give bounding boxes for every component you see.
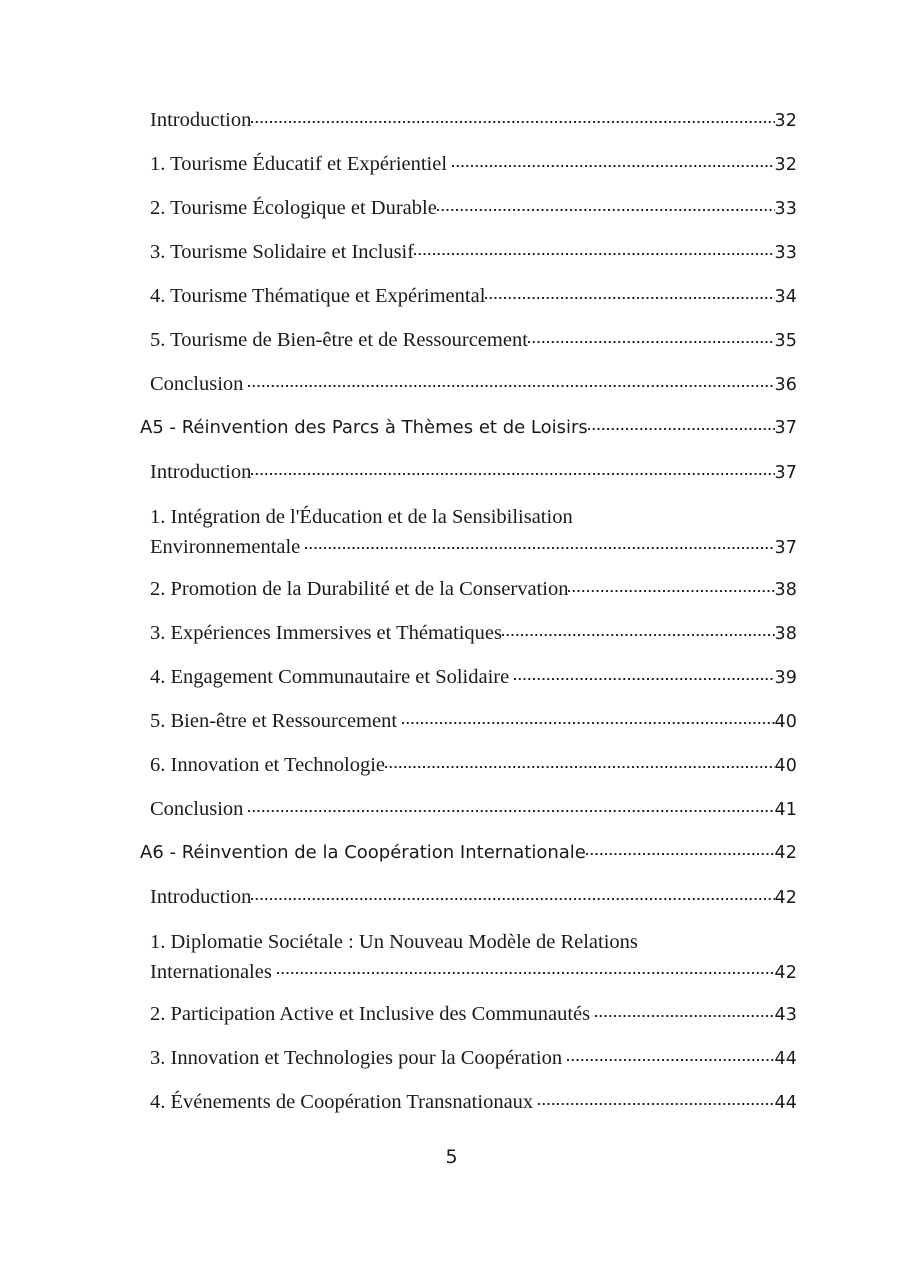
toc-page-number: 35: [774, 331, 797, 351]
dot-leader: [251, 106, 774, 127]
toc-entry[interactable]: [140, 274, 797, 318]
toc-page-number: 33: [774, 199, 797, 219]
dot-leader: [437, 194, 775, 215]
toc-entry[interactable]: [140, 992, 797, 1036]
toc-page-number: 38: [774, 624, 797, 644]
toc-entry[interactable]: [140, 494, 797, 567]
toc-entry-title: 4. Tourisme Thématique et Expérimental: [150, 285, 486, 307]
toc-entry-title: 2. Promotion de la Durabilité et de la Conservation: [150, 578, 569, 600]
toc-entry[interactable]: [140, 567, 797, 611]
toc-page-number: 37: [774, 537, 797, 558]
toc-page-number: 42: [774, 843, 797, 863]
toc-entry[interactable]: [140, 919, 797, 992]
toc-entry[interactable]: [140, 362, 797, 406]
toc-entry[interactable]: [140, 1080, 797, 1124]
toc-entry-title: Introduction: [150, 886, 252, 908]
dot-leader: [251, 883, 774, 904]
toc-page-number: 41: [774, 800, 797, 820]
dot-leader: [538, 1088, 774, 1109]
toc-section-heading[interactable]: [140, 831, 797, 875]
toc-page-number: 44: [774, 1093, 797, 1113]
table-of-contents: [140, 98, 797, 1124]
toc-entry-title-line2: Internationales: [150, 960, 272, 983]
toc-page-number: 39: [774, 668, 797, 688]
toc-entry-title: 1. Tourisme Éducatif et Expérientiel: [150, 153, 448, 175]
toc-page-number: 43: [774, 1005, 797, 1025]
toc-entry-title: A6 - Réinvention de la Coopération Internationale: [140, 842, 586, 863]
dot-leader: [402, 707, 774, 728]
dot-leader: [514, 663, 774, 684]
toc-entry-title: 4. Engagement Communautaire et Solidaire: [150, 666, 510, 688]
toc-entry[interactable]: [140, 1036, 797, 1080]
toc-entry-title: 5. Bien-être et Ressourcement: [150, 710, 398, 732]
dot-leader: [385, 751, 775, 772]
toc-entry[interactable]: [140, 450, 797, 494]
dot-leader: [277, 957, 775, 978]
toc-page-number: 34: [774, 287, 797, 307]
toc-page-number: 32: [774, 111, 797, 131]
dot-leader: [248, 370, 774, 391]
dot-leader: [502, 619, 775, 640]
toc-entry[interactable]: [140, 186, 797, 230]
toc-entry-title: 5. Tourisme de Bien-être et de Ressourcement: [150, 329, 528, 351]
toc-section-heading[interactable]: [140, 406, 797, 450]
toc-entry[interactable]: [140, 98, 797, 142]
toc-page-number: 32: [774, 155, 797, 175]
dot-leader: [452, 150, 774, 171]
toc-entry-title: 2. Tourisme Écologique et Durable: [150, 197, 437, 219]
toc-entry-title: Conclusion: [150, 373, 244, 395]
dot-leader: [588, 415, 775, 433]
dot-leader: [305, 532, 774, 553]
toc-entry-title: Introduction: [150, 461, 252, 483]
dot-leader: [251, 458, 774, 479]
toc-entry-title: Introduction: [150, 109, 252, 131]
toc-page-number: 37: [774, 418, 797, 438]
toc-page-number: 44: [774, 1049, 797, 1069]
toc-entry[interactable]: [140, 611, 797, 655]
toc-entry-title: 2. Participation Active et Inclusive des Communautés: [150, 1003, 591, 1025]
toc-entry[interactable]: [140, 318, 797, 362]
toc-page-number: 42: [774, 888, 797, 908]
toc-page-number: 37: [774, 463, 797, 483]
footer-page-number: 5: [445, 1146, 458, 1168]
dot-leader: [595, 1000, 774, 1021]
toc-entry[interactable]: [140, 875, 797, 919]
toc-entry-title: 3. Innovation et Technologies pour la Coopération: [150, 1047, 563, 1069]
toc-entry-title-line2: Environnementale: [150, 535, 301, 558]
dot-leader: [528, 326, 775, 347]
dot-leader: [248, 795, 774, 816]
toc-entry-title: 3. Tourisme Solidaire et Inclusif: [150, 241, 415, 263]
toc-entry[interactable]: [140, 230, 797, 274]
toc-entry-title: 4. Événements de Coopération Transnationaux: [150, 1091, 534, 1113]
dot-leader: [485, 282, 774, 303]
toc-entry[interactable]: [140, 142, 797, 186]
toc-entry-title: Conclusion: [150, 798, 244, 820]
toc-entry-title-line1: 1. Intégration de l'Éducation et de la Sensibilisation: [150, 506, 573, 528]
toc-entry[interactable]: [140, 743, 797, 787]
dot-leader: [567, 1044, 774, 1065]
dot-leader: [568, 575, 774, 596]
toc-entry-title: A5 - Réinvention des Parcs à Thèmes et de Loisirs: [140, 417, 588, 438]
toc-entry-title: 3. Expériences Immersives et Thématiques: [150, 622, 502, 644]
toc-page-number: 33: [774, 243, 797, 263]
toc-page-number: 42: [774, 962, 797, 983]
toc-page-number: 40: [774, 756, 797, 776]
toc-entry[interactable]: [140, 787, 797, 831]
toc-entry[interactable]: [140, 655, 797, 699]
toc-entry-title: 6. Innovation et Technologie: [150, 754, 386, 776]
dot-leader: [414, 238, 774, 259]
toc-page-number: 36: [774, 375, 797, 395]
dot-leader: [586, 840, 775, 858]
toc-entry[interactable]: [140, 699, 797, 743]
toc-page-number: 38: [774, 580, 797, 600]
toc-entry-title-line1: 1. Diplomatie Sociétale : Un Nouveau Modèle de Relations: [150, 931, 638, 953]
toc-page-number: 40: [774, 712, 797, 732]
